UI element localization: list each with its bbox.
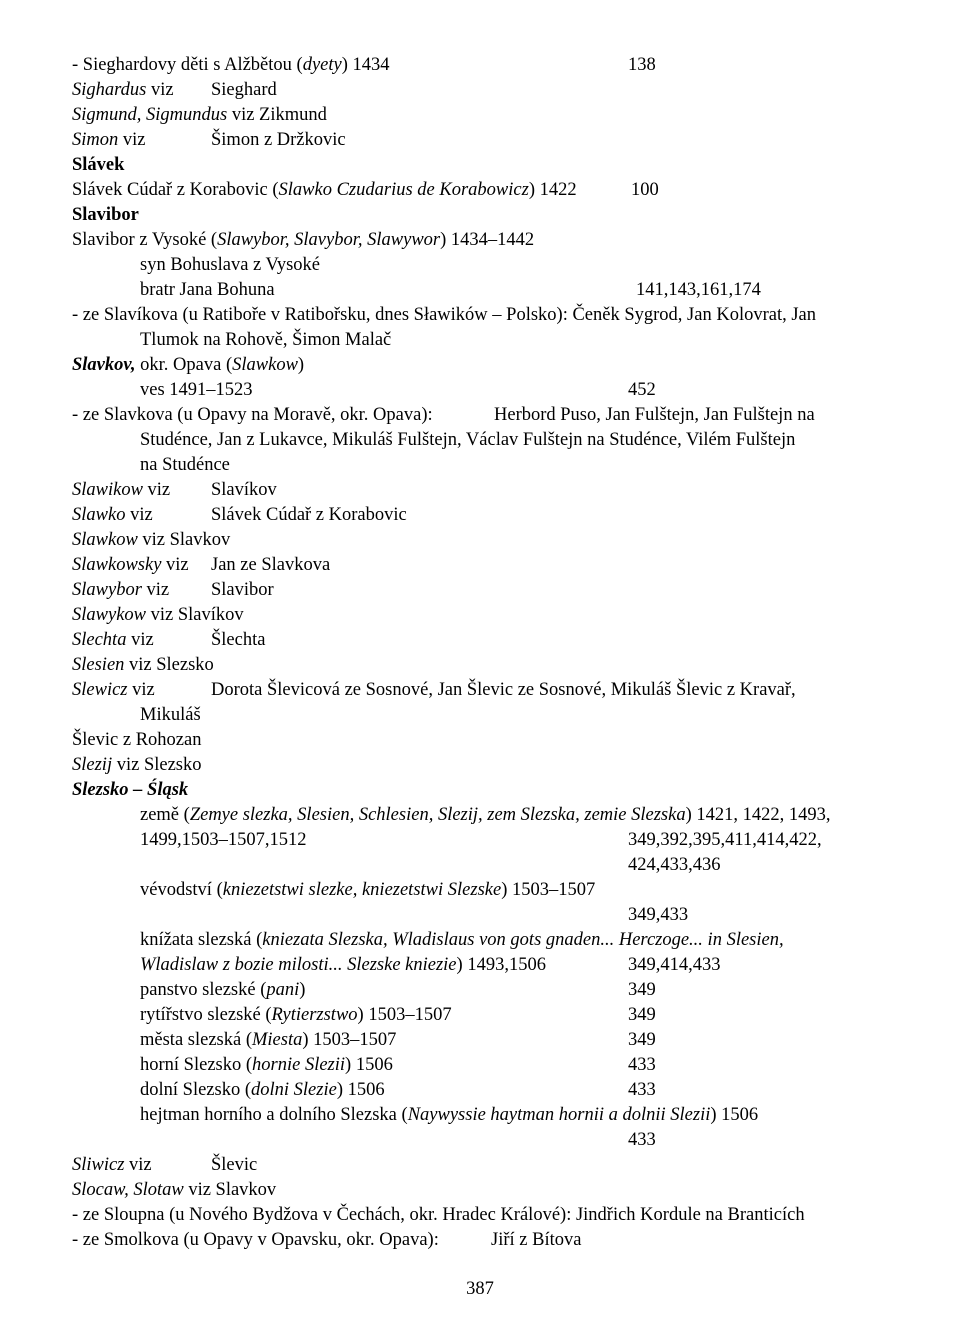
index-entry: Sigmund, Sigmundus viz Zikmund	[72, 105, 327, 125]
cross-reference: Šimon z Držkovic	[211, 130, 346, 150]
cross-reference: Sieghard	[211, 80, 277, 100]
index-entry: - ze Slavkova (u Opavy na Moravě, okr. Opava):	[72, 405, 433, 425]
index-entry-continued: Tlumok na Rohově, Šimon Malač	[140, 330, 392, 350]
index-entry: Slocaw, Slotaw viz Slavkov	[72, 1180, 277, 1200]
cross-reference: Jiří z Bítova	[491, 1230, 582, 1250]
page-refs: 452	[628, 380, 656, 400]
page-refs: 349	[628, 980, 656, 1000]
index-entry: Slawykow viz Slavíkov	[72, 605, 244, 625]
index-entry: - ze Slavíkova (u Ratiboře v Ratibořsku, dnes Sławików – Polsko): Čeněk Sygrod, Jan Kolovrat, Jan	[72, 305, 817, 325]
index-entry: - ze Smolkova (u Opavy v Opavsku, okr. Opava):	[72, 1230, 439, 1250]
index-entry: Slavibor z Vysoké (Slawybor, Slavybor, Slawywor) 1434–1442	[72, 230, 535, 250]
index-entry: Slavkov, okr. Opava (Slawkow)	[72, 355, 305, 375]
page-refs: 138	[628, 55, 656, 75]
cross-reference: Herbord Puso, Jan Fulštejn, Jan Fulštejn na	[494, 405, 815, 425]
index-entry: Slawikow viz	[72, 480, 171, 500]
index-entry: Slávek Cúdař z Korabovic (Slawko Czudarius de Korabowicz) 1422	[72, 180, 577, 200]
index-subentry: města slezská (Miesta) 1503–1507	[140, 1030, 397, 1050]
index-entry-continued: Studénce, Jan z Lukavce, Mikuláš Fulštejn, Václav Fulštejn na Studénce, Vilém Fulštejn	[140, 430, 796, 450]
page-refs: 433	[628, 1130, 656, 1150]
page-refs: 349,392,395,411,414,422,	[628, 830, 822, 850]
index-subentry: panstvo slezské (pani)	[140, 980, 306, 1000]
cross-reference: Slavíkov	[211, 480, 277, 500]
index-subentry: vévodství (kniezetstwi slezke, kniezetstwi Slezske) 1503–1507	[140, 880, 596, 900]
headword: Slávek	[72, 155, 125, 175]
cross-reference: Šlechta	[211, 630, 266, 650]
index-subentry: bratr Jana Bohuna	[140, 280, 275, 300]
page-number: 387	[466, 1279, 494, 1299]
index-subentry-continued: 1499,1503–1507,1512	[140, 830, 307, 850]
index-entry: Slawkow viz Slavkov	[72, 530, 231, 550]
index-entry: - ze Sloupna (u Nového Bydžova v Čechách, okr. Hradec Králové): Jindřich Kordule na Branticích	[72, 1205, 805, 1225]
index-entry: Simon viz	[72, 130, 146, 150]
cross-reference: Šlevic	[211, 1155, 258, 1175]
index-subentry-continued: Wladislaw z bozie milosti... Slezske kniezie) 1493,1506	[140, 955, 546, 975]
page-refs: 349	[628, 1030, 656, 1050]
page-refs: 424,433,436	[628, 855, 721, 875]
index-entry-continued: Mikuláš	[140, 705, 201, 725]
headword: Slavibor	[72, 205, 139, 225]
index-subentry: ves 1491–1523	[140, 380, 253, 400]
cross-reference: Slávek Cúdař z Korabovic	[211, 505, 407, 525]
index-entry: Sighardus viz	[72, 80, 174, 100]
cross-reference: Jan ze Slavkova	[211, 555, 331, 575]
index-entry: Slawko viz	[72, 505, 153, 525]
headword: Slezsko – Śląsk	[72, 780, 189, 800]
index-entry: Sliwicz viz	[72, 1155, 152, 1175]
index-subentry: rytířstvo slezské (Rytierzstwo) 1503–1507	[140, 1005, 452, 1025]
index-subentry: země (Zemye slezka, Slesien, Schlesien, Slezij, zem Slezska, zemie Slezska) 1421, 1422, 1493,	[140, 805, 831, 825]
headword: Slavkov,	[72, 355, 136, 375]
index-entry: Slechta viz	[72, 630, 154, 650]
page-refs: 100	[631, 180, 659, 200]
page-refs: 349,414,433	[628, 955, 721, 975]
index-entry-continued: na Studénce	[140, 455, 230, 475]
index-entry: Slawybor viz	[72, 580, 170, 600]
index-entry: - Sieghardovy děti s Alžbětou (dyety) 1434	[72, 55, 390, 75]
index-entry-continued: Šlevic z Rohozan	[72, 730, 202, 750]
index-entry: Slewicz viz	[72, 680, 155, 700]
index-subentry: hejtman horního a dolního Slezska (Naywyssie haytman hornii a dolnii Slezii) 1506	[140, 1105, 759, 1125]
index-subentry: knížata slezská (kniezata Slezska, Wladislaus von gots gnaden... Herczoge... in Slesien,	[140, 930, 784, 950]
index-entry: Slesien viz Slezsko	[72, 655, 214, 675]
index-entry: Slezij viz Slezsko	[72, 755, 202, 775]
index-subentry: dolní Slezsko (dolni Slezie) 1506	[140, 1080, 385, 1100]
cross-reference: Dorota Šlevicová ze Sosnové, Jan Šlevic ze Sosnové, Mikuláš Šlevic z Kravař,	[211, 680, 796, 700]
page-refs: 141,143,161,174	[636, 280, 761, 300]
page-refs: 349	[628, 1005, 656, 1025]
index-subentry: horní Slezsko (hornie Slezii) 1506	[140, 1055, 393, 1075]
page-refs: 349,433	[628, 905, 689, 925]
index-entry: Slawkowsky viz	[72, 555, 189, 575]
page-refs: 433	[628, 1080, 656, 1100]
cross-reference: Slavibor	[211, 580, 274, 600]
index-subentry: syn Bohuslava z Vysoké	[140, 255, 321, 275]
page-refs: 433	[628, 1055, 656, 1075]
